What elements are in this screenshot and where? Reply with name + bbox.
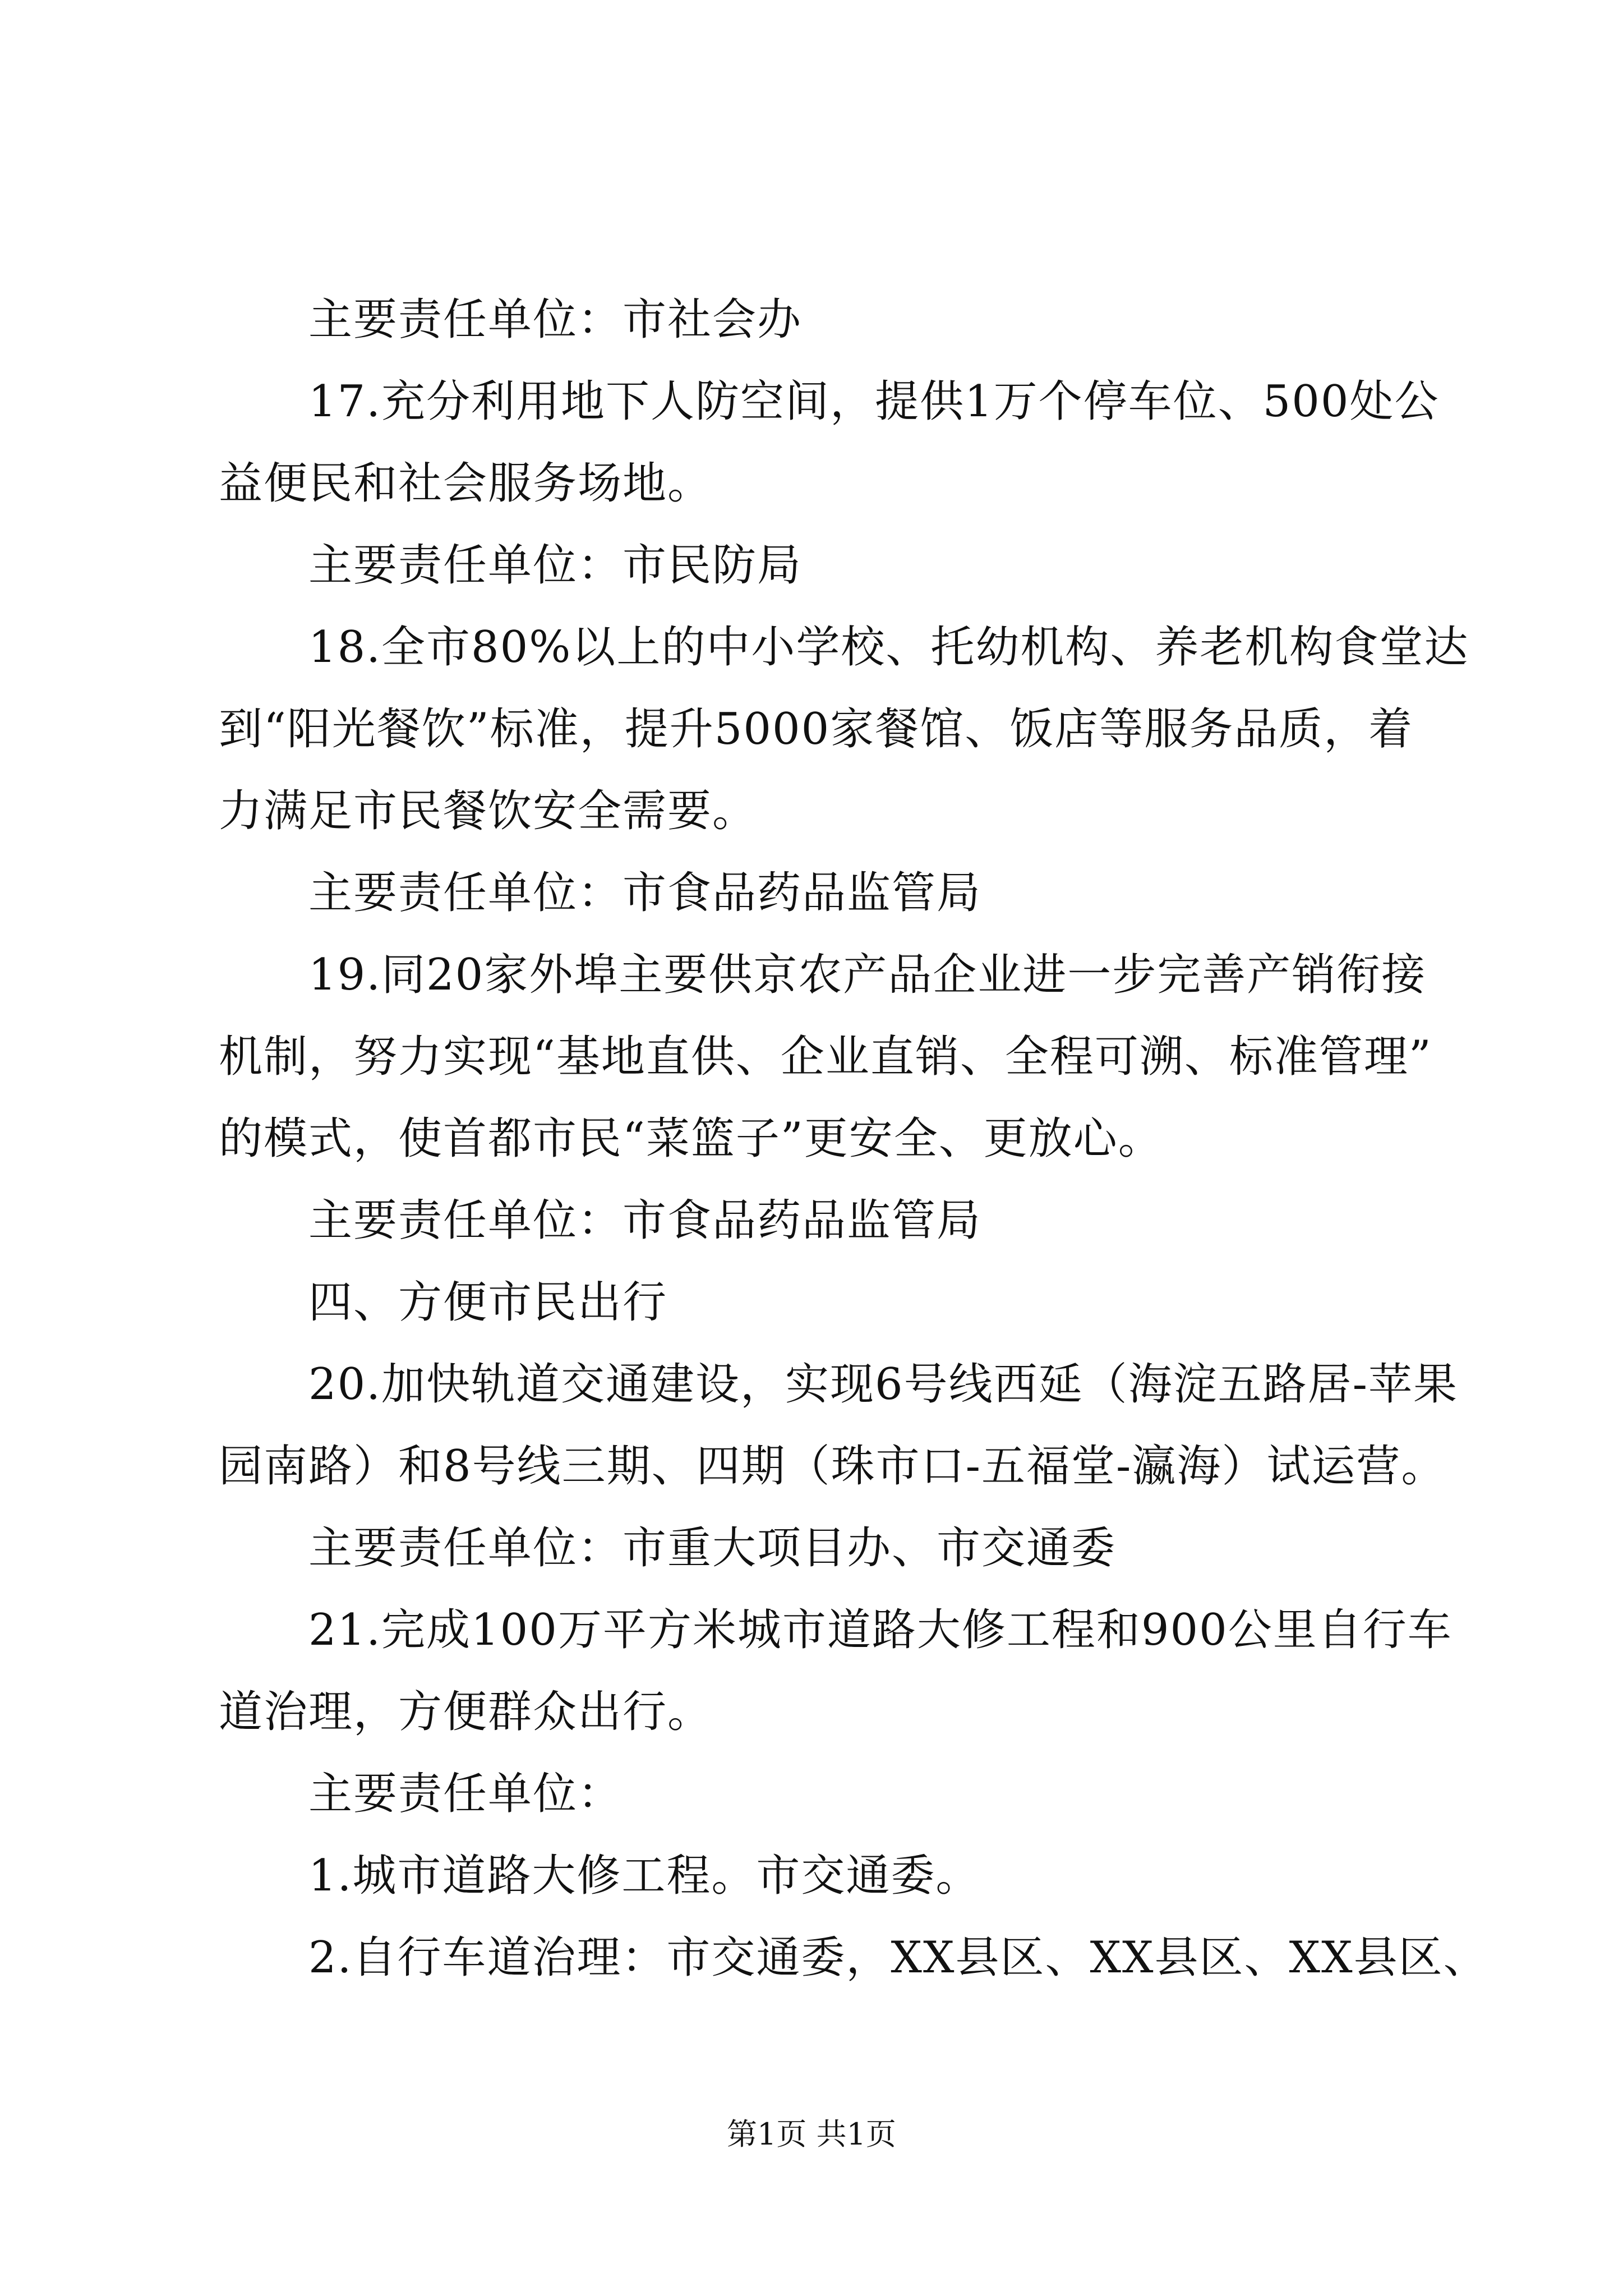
text-line: 17.充分利用地下人防空间，提供1万个停车位、500处公	[308, 376, 1440, 427]
text-line: 主要责任单位：市重大项目办、市交通委	[308, 1523, 1117, 1573]
text-line: 主要责任单位：市民防局	[308, 540, 803, 591]
text-line: 益便民和社会服务场地。	[219, 458, 713, 509]
text-line: 2.自行车道治理：市交通委，XX县区、XX县区、XX县区、	[308, 1932, 1488, 1983]
text-line: 主要责任单位：市社会办	[308, 295, 803, 345]
document-body	[219, 292, 1488, 1986]
text-line: 主要责任单位：	[308, 1769, 623, 1819]
text-line: 18.全市80%以上的中小学校、托幼机构、养老机构食堂达	[308, 622, 1469, 673]
text-line: 主要责任单位：市食品药品监管局	[308, 868, 982, 918]
text-line: 21.完成100万平方米城市道路大修工程和900公里自行车	[308, 1605, 1453, 1655]
text-line: 到“阳光餐饮”标准，提升5000家餐馆、饭店等服务品质，着	[219, 704, 1414, 754]
text-line: 20.加快轨道交通建设，实现6号线西延（海淀五路居-苹果	[308, 1359, 1459, 1410]
text-line: 主要责任单位：市食品药品监管局	[308, 1195, 982, 1246]
text-line: 道治理，方便群众出行。	[219, 1687, 713, 1737]
text-line: 的模式，使首都市民“菜篮子”更安全、更放心。	[219, 1114, 1163, 1164]
text-line: 机制，努力实现“基地直供、企业直销、全程可溯、标准管理”	[219, 1032, 1432, 1082]
text-line: 1.城市道路大修工程。市交通委。	[308, 1851, 981, 1901]
text-line: 园南路）和8号线三期、四期（珠市口-五福堂-瀛海）试运营。	[219, 1441, 1446, 1492]
text-line: 19.同20家外埠主要供京农产品企业进一步完善产销衔接	[308, 950, 1427, 1000]
text-line: 四、方便市民出行	[308, 1277, 668, 1328]
text-line: 力满足市民餐饮安全需要。	[219, 786, 758, 836]
page-footer: 第1页 共1页	[727, 2116, 896, 2152]
